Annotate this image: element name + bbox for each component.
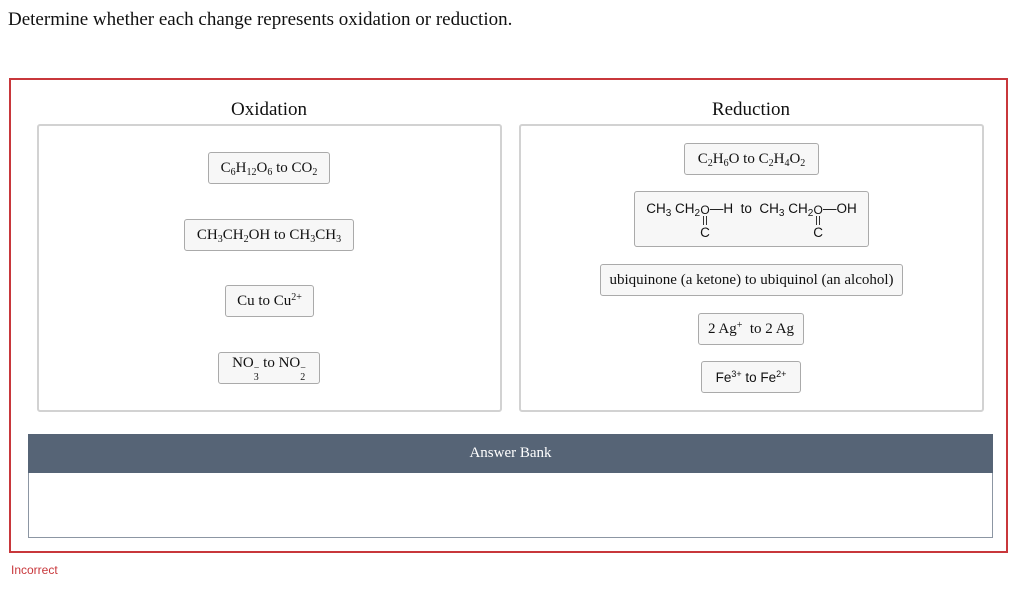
card-acetaldehyde-to-acetic-acid[interactable] bbox=[634, 191, 869, 247]
card-text: $C_6H_{12}O_6$ to $CO_2$ bbox=[220, 159, 318, 178]
answer-bank-header bbox=[28, 434, 993, 473]
answer-bank-title: Answer Bank bbox=[469, 445, 552, 461]
status-label: Incorrect bbox=[11, 563, 58, 577]
card-text: ubiquinone (a ketone) to ubiquinol (an alcohol) bbox=[609, 271, 894, 288]
card-cu-to-cu2[interactable] bbox=[225, 285, 314, 317]
card-text: $CH_3CH_2OH$ to $CH_3CH_3$ bbox=[196, 226, 342, 245]
oxidation-title: Oxidation bbox=[231, 99, 307, 120]
reduction-title: Reduction bbox=[711, 99, 791, 120]
card-text: Cu to $Cu^{2+}$ bbox=[237, 291, 302, 309]
card-fe3-to-fe2[interactable] bbox=[701, 361, 801, 393]
card-ubiquinone-to-ubiquinol[interactable] bbox=[600, 264, 903, 296]
card-text: $CH_3$ $CH_2$ O C —H to $CH_3$ $CH_2$ O C —OH bbox=[646, 201, 857, 240]
card-text: $Fe^{3+}$ to $Fe^{2+}$ bbox=[715, 368, 787, 385]
question-text: Determine whether each change represents oxidation or reduction. bbox=[8, 9, 513, 30]
card-no3-to-no2[interactable] bbox=[218, 352, 320, 384]
card-text: $C_2H_6O$ to $C_2H_4O_2$ bbox=[697, 150, 806, 169]
card-text: 2 Ag+ to 2 Ag bbox=[707, 319, 795, 337]
answer-bank-drop-zone[interactable] bbox=[28, 473, 993, 538]
card-glucose-to-co2[interactable] bbox=[208, 152, 330, 184]
card-text: NO − 3 to NO − 2 bbox=[232, 354, 306, 383]
card-ethanol-to-ethane[interactable] bbox=[184, 219, 354, 251]
card-ag-plus-to-ag[interactable] bbox=[698, 313, 804, 345]
card-ethanol-to-acetic-acid[interactable] bbox=[684, 143, 819, 175]
